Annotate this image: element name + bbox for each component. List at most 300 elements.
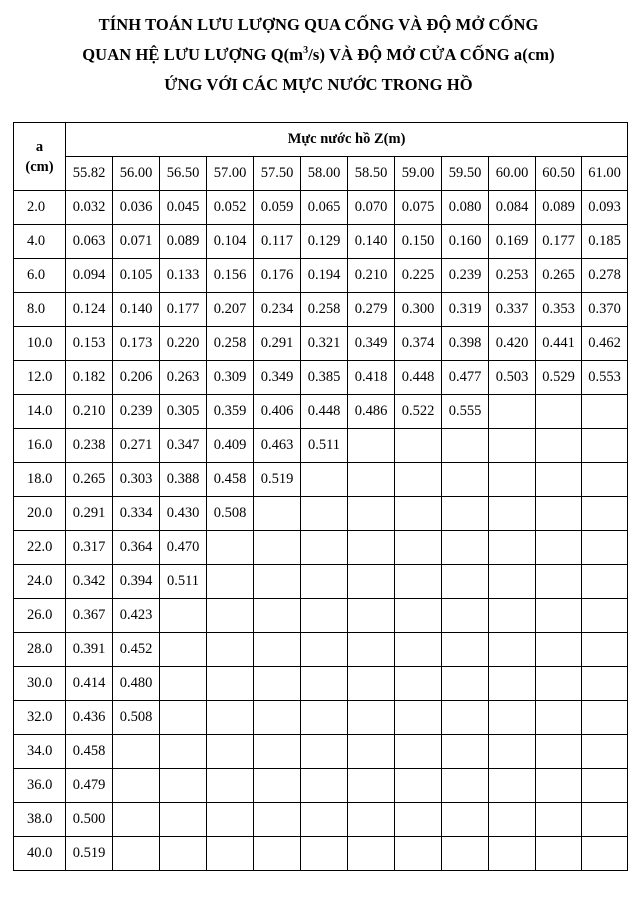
discharge-cell: 0.370 xyxy=(582,293,628,327)
discharge-cell xyxy=(395,463,442,497)
discharge-cell: 0.409 xyxy=(207,429,254,463)
discharge-cell xyxy=(348,701,395,735)
discharge-cell: 0.265 xyxy=(66,463,113,497)
water-level-row xyxy=(14,157,628,191)
document-title xyxy=(0,10,637,100)
discharge-cell: 0.279 xyxy=(348,293,395,327)
discharge-cell: 0.094 xyxy=(66,259,113,293)
discharge-cell: 0.207 xyxy=(207,293,254,327)
gate-opening-cell: 26.0 xyxy=(14,599,66,633)
discharge-cell: 0.129 xyxy=(301,225,348,259)
discharge-cell: 0.265 xyxy=(536,259,582,293)
discharge-cell: 0.553 xyxy=(582,361,628,395)
discharge-cell xyxy=(395,837,442,871)
discharge-cell: 0.300 xyxy=(395,293,442,327)
discharge-cell: 0.418 xyxy=(348,361,395,395)
discharge-cell xyxy=(395,667,442,701)
table-row xyxy=(14,293,628,327)
discharge-cell: 0.153 xyxy=(66,327,113,361)
discharge-cell xyxy=(536,735,582,769)
discharge-cell: 0.347 xyxy=(160,429,207,463)
discharge-cell xyxy=(301,667,348,701)
gate-opening-cell: 6.0 xyxy=(14,259,66,293)
discharge-cell xyxy=(301,837,348,871)
discharge-cell: 0.414 xyxy=(66,667,113,701)
discharge-cell xyxy=(207,599,254,633)
discharge-cell xyxy=(395,769,442,803)
discharge-cell xyxy=(582,837,628,871)
gate-opening-cell: 38.0 xyxy=(14,803,66,837)
discharge-cell: 0.238 xyxy=(66,429,113,463)
discharge-cell xyxy=(536,463,582,497)
discharge-cell xyxy=(254,837,301,871)
title-line-1: TÍNH TOÁN LƯU LƯỢNG QUA CỐNG VÀ ĐỘ MỞ CỐNG xyxy=(98,15,539,34)
discharge-cell: 0.160 xyxy=(442,225,489,259)
discharge-cell xyxy=(301,701,348,735)
discharge-cell: 0.519 xyxy=(254,463,301,497)
discharge-cell: 0.522 xyxy=(395,395,442,429)
discharge-cell: 0.185 xyxy=(582,225,628,259)
gate-opening-cell: 22.0 xyxy=(14,531,66,565)
discharge-cell xyxy=(301,463,348,497)
table-row xyxy=(14,361,628,395)
discharge-cell xyxy=(536,531,582,565)
discharge-cell xyxy=(301,769,348,803)
title-line-2-start: QUAN HỆ LƯU LƯỢNG Q(m xyxy=(82,45,304,64)
discharge-cell: 0.124 xyxy=(66,293,113,327)
discharge-cell xyxy=(536,701,582,735)
discharge-cell xyxy=(207,667,254,701)
discharge-cell: 0.263 xyxy=(160,361,207,395)
table-row xyxy=(14,531,628,565)
discharge-cell: 0.291 xyxy=(66,497,113,531)
title-line-2-end: /s) VÀ ĐỘ MỞ CỬA CỐNG a(cm) xyxy=(308,45,555,64)
discharge-cell xyxy=(582,429,628,463)
discharge-cell xyxy=(348,463,395,497)
discharge-cell: 0.508 xyxy=(113,701,160,735)
discharge-cell xyxy=(395,497,442,531)
discharge-cell xyxy=(348,735,395,769)
table-row xyxy=(14,633,628,667)
discharge-cell xyxy=(489,463,536,497)
discharge-cell xyxy=(536,803,582,837)
discharge-cell: 0.253 xyxy=(489,259,536,293)
gate-opening-cell: 4.0 xyxy=(14,225,66,259)
discharge-cell: 0.394 xyxy=(113,565,160,599)
discharge-cell xyxy=(160,701,207,735)
discharge-cell: 0.353 xyxy=(536,293,582,327)
discharge-cell: 0.364 xyxy=(113,531,160,565)
discharge-cell xyxy=(160,599,207,633)
gate-opening-cell: 16.0 xyxy=(14,429,66,463)
discharge-cell: 0.239 xyxy=(442,259,489,293)
discharge-cell xyxy=(489,769,536,803)
discharge-cell xyxy=(207,735,254,769)
table-row xyxy=(14,395,628,429)
gate-opening-cell: 14.0 xyxy=(14,395,66,429)
discharge-cell xyxy=(442,701,489,735)
discharge-cell: 0.105 xyxy=(113,259,160,293)
discharge-cell xyxy=(254,599,301,633)
discharge-cell xyxy=(442,463,489,497)
discharge-cell: 0.182 xyxy=(66,361,113,395)
discharge-cell xyxy=(348,837,395,871)
table-row xyxy=(14,599,628,633)
discharge-cell xyxy=(442,633,489,667)
discharge-cell xyxy=(442,667,489,701)
discharge-cell xyxy=(442,531,489,565)
discharge-cell xyxy=(582,735,628,769)
gate-opening-cell: 10.0 xyxy=(14,327,66,361)
discharge-cell xyxy=(582,803,628,837)
discharge-cell xyxy=(582,633,628,667)
discharge-cell: 0.349 xyxy=(254,361,301,395)
discharge-cell: 0.089 xyxy=(536,191,582,225)
discharge-cell xyxy=(582,769,628,803)
discharge-cell: 0.194 xyxy=(301,259,348,293)
discharge-cell xyxy=(395,599,442,633)
table-row xyxy=(14,667,628,701)
discharge-cell: 0.555 xyxy=(442,395,489,429)
discharge-cell xyxy=(536,429,582,463)
discharge-cell: 0.032 xyxy=(66,191,113,225)
water-level-cell: 59.50 xyxy=(442,157,489,191)
discharge-cell: 0.441 xyxy=(536,327,582,361)
discharge-cell: 0.104 xyxy=(207,225,254,259)
discharge-cell xyxy=(489,667,536,701)
discharge-cell xyxy=(301,803,348,837)
discharge-cell: 0.480 xyxy=(113,667,160,701)
discharge-cell: 0.140 xyxy=(113,293,160,327)
discharge-cell: 0.169 xyxy=(489,225,536,259)
discharge-cell: 0.291 xyxy=(254,327,301,361)
discharge-cell xyxy=(536,565,582,599)
discharge-cell: 0.388 xyxy=(160,463,207,497)
discharge-cell: 0.420 xyxy=(489,327,536,361)
discharge-cell: 0.406 xyxy=(254,395,301,429)
discharge-cell: 0.500 xyxy=(66,803,113,837)
discharge-cell xyxy=(489,531,536,565)
water-level-cell: 57.50 xyxy=(254,157,301,191)
water-level-cell: 55.82 xyxy=(66,157,113,191)
discharge-cell xyxy=(207,701,254,735)
discharge-cell: 0.486 xyxy=(348,395,395,429)
discharge-cell xyxy=(395,531,442,565)
table-row xyxy=(14,497,628,531)
table-row xyxy=(14,565,628,599)
discharge-cell xyxy=(301,633,348,667)
discharge-cell: 0.342 xyxy=(66,565,113,599)
gate-opening-cell: 20.0 xyxy=(14,497,66,531)
discharge-cell xyxy=(536,667,582,701)
discharge-cell xyxy=(582,395,628,429)
discharge-cell: 0.349 xyxy=(348,327,395,361)
discharge-cell xyxy=(254,531,301,565)
discharge-cell: 0.305 xyxy=(160,395,207,429)
discharge-cell: 0.206 xyxy=(113,361,160,395)
discharge-cell: 0.278 xyxy=(582,259,628,293)
gate-opening-cell: 30.0 xyxy=(14,667,66,701)
discharge-cell xyxy=(348,803,395,837)
discharge-cell: 0.309 xyxy=(207,361,254,395)
table-row xyxy=(14,463,628,497)
discharge-cell: 0.529 xyxy=(536,361,582,395)
discharge-cell xyxy=(254,633,301,667)
discharge-cell xyxy=(113,803,160,837)
discharge-cell xyxy=(207,769,254,803)
discharge-cell: 0.503 xyxy=(489,361,536,395)
discharge-cell xyxy=(254,701,301,735)
discharge-table xyxy=(13,122,628,871)
discharge-cell: 0.177 xyxy=(160,293,207,327)
discharge-cell: 0.458 xyxy=(66,735,113,769)
discharge-table-body xyxy=(14,191,628,871)
discharge-cell: 0.519 xyxy=(66,837,113,871)
discharge-cell xyxy=(113,769,160,803)
table-row xyxy=(14,327,628,361)
discharge-cell: 0.511 xyxy=(160,565,207,599)
discharge-cell: 0.385 xyxy=(301,361,348,395)
discharge-cell: 0.448 xyxy=(395,361,442,395)
discharge-cell: 0.176 xyxy=(254,259,301,293)
discharge-cell: 0.271 xyxy=(113,429,160,463)
discharge-cell xyxy=(395,803,442,837)
discharge-cell: 0.080 xyxy=(442,191,489,225)
discharge-cell: 0.452 xyxy=(113,633,160,667)
table-row xyxy=(14,769,628,803)
discharge-cell: 0.334 xyxy=(113,497,160,531)
discharge-cell xyxy=(207,633,254,667)
discharge-cell xyxy=(489,803,536,837)
discharge-cell: 0.321 xyxy=(301,327,348,361)
discharge-cell: 0.045 xyxy=(160,191,207,225)
water-level-cell: 61.00 xyxy=(582,157,628,191)
discharge-cell xyxy=(348,531,395,565)
discharge-cell: 0.317 xyxy=(66,531,113,565)
discharge-cell: 0.398 xyxy=(442,327,489,361)
discharge-cell: 0.239 xyxy=(113,395,160,429)
gate-opening-cell: 12.0 xyxy=(14,361,66,395)
discharge-cell xyxy=(113,735,160,769)
table-row xyxy=(14,701,628,735)
discharge-cell xyxy=(489,497,536,531)
discharge-cell: 0.210 xyxy=(66,395,113,429)
water-level-cell: 60.00 xyxy=(489,157,536,191)
title-line-2 xyxy=(0,40,637,70)
discharge-cell xyxy=(582,667,628,701)
discharge-cell xyxy=(395,701,442,735)
table-row xyxy=(14,735,628,769)
table-row xyxy=(14,429,628,463)
discharge-cell: 0.367 xyxy=(66,599,113,633)
discharge-cell xyxy=(442,429,489,463)
discharge-cell xyxy=(160,633,207,667)
discharge-cell: 0.319 xyxy=(442,293,489,327)
discharge-cell: 0.470 xyxy=(160,531,207,565)
discharge-cell xyxy=(254,735,301,769)
water-level-cell: 58.00 xyxy=(301,157,348,191)
discharge-cell: 0.430 xyxy=(160,497,207,531)
discharge-cell: 0.117 xyxy=(254,225,301,259)
water-level-header: Mực nước hồ Z(m) xyxy=(66,123,628,157)
discharge-cell xyxy=(301,735,348,769)
discharge-cell xyxy=(254,497,301,531)
table-row xyxy=(14,803,628,837)
discharge-cell xyxy=(254,769,301,803)
discharge-cell xyxy=(442,837,489,871)
discharge-cell: 0.463 xyxy=(254,429,301,463)
cubic-superscript: 3 xyxy=(303,44,309,56)
discharge-cell xyxy=(301,565,348,599)
discharge-cell xyxy=(160,837,207,871)
water-level-cell: 60.50 xyxy=(536,157,582,191)
gate-opening-cell: 24.0 xyxy=(14,565,66,599)
discharge-cell: 0.258 xyxy=(207,327,254,361)
gate-opening-cell: 34.0 xyxy=(14,735,66,769)
discharge-cell xyxy=(536,769,582,803)
discharge-cell: 0.359 xyxy=(207,395,254,429)
discharge-cell xyxy=(489,837,536,871)
discharge-cell xyxy=(348,769,395,803)
discharge-cell: 0.052 xyxy=(207,191,254,225)
discharge-cell xyxy=(348,429,395,463)
discharge-cell xyxy=(348,565,395,599)
discharge-cell xyxy=(348,667,395,701)
discharge-cell xyxy=(254,565,301,599)
discharge-cell: 0.258 xyxy=(301,293,348,327)
gate-opening-cell: 36.0 xyxy=(14,769,66,803)
discharge-cell xyxy=(536,633,582,667)
table-row xyxy=(14,837,628,871)
discharge-cell: 0.462 xyxy=(582,327,628,361)
discharge-cell: 0.423 xyxy=(113,599,160,633)
discharge-cell xyxy=(442,803,489,837)
discharge-cell: 0.036 xyxy=(113,191,160,225)
discharge-cell xyxy=(582,463,628,497)
gate-opening-header-symbol: a xyxy=(35,138,44,155)
gate-opening-cell: 2.0 xyxy=(14,191,66,225)
discharge-cell xyxy=(442,769,489,803)
gate-opening-header-unit: (cm) xyxy=(25,158,54,175)
discharge-cell: 0.391 xyxy=(66,633,113,667)
discharge-cell xyxy=(582,565,628,599)
discharge-cell: 0.303 xyxy=(113,463,160,497)
discharge-cell: 0.374 xyxy=(395,327,442,361)
discharge-cell: 0.210 xyxy=(348,259,395,293)
discharge-cell: 0.177 xyxy=(536,225,582,259)
discharge-cell xyxy=(254,803,301,837)
discharge-cell xyxy=(207,565,254,599)
gate-opening-cell: 40.0 xyxy=(14,837,66,871)
discharge-cell: 0.150 xyxy=(395,225,442,259)
discharge-cell xyxy=(160,735,207,769)
discharge-cell xyxy=(207,803,254,837)
gate-opening-cell: 18.0 xyxy=(14,463,66,497)
gate-opening-header xyxy=(14,123,66,191)
discharge-cell xyxy=(536,497,582,531)
discharge-cell: 0.225 xyxy=(395,259,442,293)
discharge-cell xyxy=(582,531,628,565)
water-level-cell: 59.00 xyxy=(395,157,442,191)
discharge-cell xyxy=(442,735,489,769)
discharge-cell: 0.140 xyxy=(348,225,395,259)
discharge-cell xyxy=(489,599,536,633)
discharge-cell: 0.063 xyxy=(66,225,113,259)
discharge-cell xyxy=(582,497,628,531)
discharge-cell: 0.071 xyxy=(113,225,160,259)
discharge-cell: 0.220 xyxy=(160,327,207,361)
discharge-cell xyxy=(160,769,207,803)
table-row xyxy=(14,225,628,259)
discharge-cell xyxy=(301,531,348,565)
discharge-cell: 0.065 xyxy=(301,191,348,225)
discharge-cell xyxy=(582,701,628,735)
discharge-cell: 0.508 xyxy=(207,497,254,531)
discharge-cell: 0.156 xyxy=(207,259,254,293)
discharge-cell xyxy=(536,837,582,871)
discharge-cell xyxy=(395,429,442,463)
discharge-cell: 0.173 xyxy=(113,327,160,361)
discharge-cell xyxy=(582,599,628,633)
discharge-cell: 0.458 xyxy=(207,463,254,497)
discharge-cell xyxy=(348,633,395,667)
discharge-cell: 0.448 xyxy=(301,395,348,429)
discharge-cell xyxy=(113,837,160,871)
discharge-cell xyxy=(442,497,489,531)
table-row xyxy=(14,259,628,293)
discharge-cell xyxy=(395,565,442,599)
discharge-cell xyxy=(489,429,536,463)
discharge-cell: 0.070 xyxy=(348,191,395,225)
discharge-cell xyxy=(489,633,536,667)
discharge-cell: 0.511 xyxy=(301,429,348,463)
discharge-cell: 0.436 xyxy=(66,701,113,735)
discharge-cell: 0.093 xyxy=(582,191,628,225)
title-line-3: ỨNG VỚI CÁC MỰC NƯỚC TRONG HỒ xyxy=(164,75,473,94)
discharge-cell: 0.075 xyxy=(395,191,442,225)
discharge-cell xyxy=(348,497,395,531)
discharge-cell xyxy=(348,599,395,633)
water-level-cell: 57.00 xyxy=(207,157,254,191)
discharge-cell xyxy=(489,395,536,429)
discharge-cell xyxy=(536,599,582,633)
table-row xyxy=(14,191,628,225)
discharge-cell xyxy=(301,497,348,531)
discharge-cell xyxy=(160,667,207,701)
discharge-cell xyxy=(254,667,301,701)
gate-opening-cell: 32.0 xyxy=(14,701,66,735)
discharge-cell: 0.084 xyxy=(489,191,536,225)
discharge-cell xyxy=(207,837,254,871)
discharge-cell: 0.479 xyxy=(66,769,113,803)
discharge-cell xyxy=(489,565,536,599)
discharge-cell: 0.477 xyxy=(442,361,489,395)
gate-opening-cell: 28.0 xyxy=(14,633,66,667)
discharge-cell: 0.089 xyxy=(160,225,207,259)
discharge-cell xyxy=(442,599,489,633)
discharge-cell xyxy=(442,565,489,599)
water-level-cell: 56.00 xyxy=(113,157,160,191)
water-level-cell: 58.50 xyxy=(348,157,395,191)
discharge-cell xyxy=(489,701,536,735)
gate-opening-cell: 8.0 xyxy=(14,293,66,327)
discharge-cell xyxy=(395,633,442,667)
discharge-cell xyxy=(160,803,207,837)
water-level-cell: 56.50 xyxy=(160,157,207,191)
discharge-cell: 0.059 xyxy=(254,191,301,225)
discharge-cell: 0.133 xyxy=(160,259,207,293)
discharge-cell: 0.337 xyxy=(489,293,536,327)
